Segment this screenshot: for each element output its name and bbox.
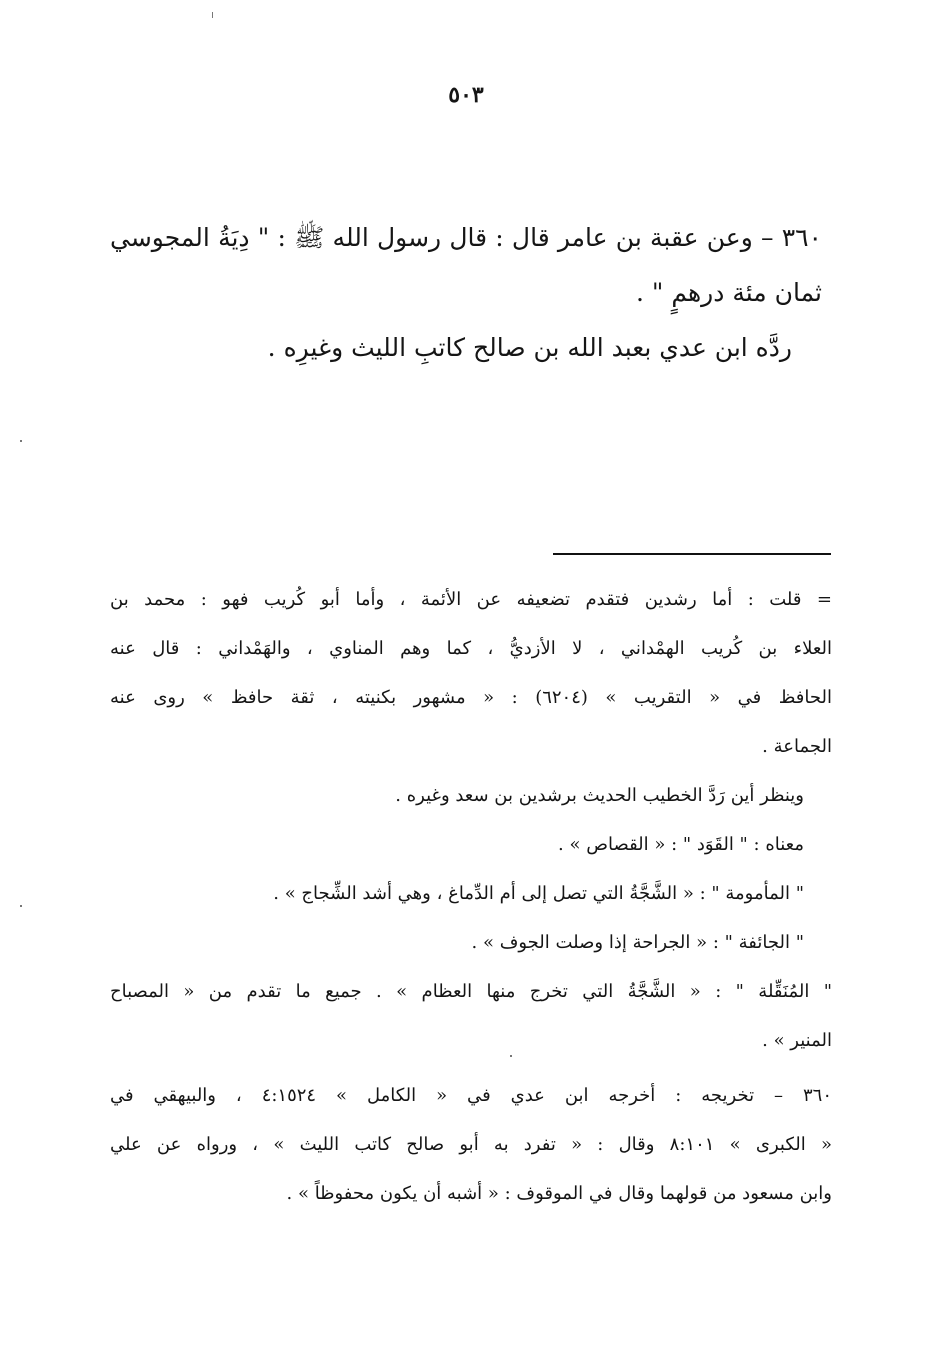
footnote-line-6: معناه : " القَوَد " : « القصاص » .	[558, 834, 804, 855]
footnote-line-2: العلاء بن كُريب الهمْداني ، لا الأزديُّ ، كما وهم المناوي ، والهَمْداني : قال عنه	[110, 638, 832, 659]
hadith-line-3: ردَّه ابن عدي بعبد الله بن صالح كاتبِ الليث وغيرِه .	[267, 333, 792, 362]
scan-speck	[510, 1055, 512, 1057]
footnotes	[110, 575, 832, 1218]
scan-speck	[20, 440, 22, 442]
scan-speck	[20, 905, 22, 907]
footnote-line-3: الحافظ في « التقريب » (٦٢٠٤) : « مشهور بكنيته ، ثقة حافظ » روى عنه	[110, 687, 832, 708]
footnote-line-10: المنير » .	[762, 1030, 832, 1051]
footnote-line-1: = قلت : أما رشدين فتقدم تضعيفه عن الأئمة ، وأما أبو كُريب فهو : محمد بن	[110, 589, 832, 610]
footnote-line-7: " المأمومة " : « الشَّجَّةُ التي تصل إلى أم الدِّماغ ، وهي أشد الشِّجاج » .	[273, 883, 804, 904]
scan-speck	[212, 12, 213, 18]
footnote-separator	[553, 553, 831, 555]
footnote-line-9: " المُنَقِّلة " : « الشَّجَّةُ التي تخرج منها العظام » . جميع ما تقدم من « المصباح	[110, 981, 832, 1002]
takhrij-line-2: « الكبرى » ٨:١٠١ وقال : « تفرد به أبو صالح كاتب الليث » ، ورواه عن علي	[110, 1134, 832, 1155]
main-text	[110, 210, 822, 375]
hadith-line-2: ثمان مئة درهمٍ " .	[636, 278, 822, 307]
hadith-line-1: ٣٦٠ – وعن عقبة بن عامر قال : قال رسول الله ﷺ : " دِيَةُ المجوسي	[110, 223, 822, 252]
footnote-line-8: " الجائفة " : « الجراحة إذا وصلت الجوف » .	[471, 932, 804, 953]
page-number: ٥٠٣	[448, 82, 484, 108]
footnote-line-4: الجماعة .	[762, 736, 832, 757]
footnote-line-5: وينظر أين رَدَّ الخطيب الحديث برشدين بن سعد وغيره .	[395, 785, 804, 806]
takhrij-line-1: ٣٦٠ – تخريجه : أخرجه ابن عدي في « الكامل » ٤:١٥٢٤ ، والبيهقي في	[110, 1085, 832, 1106]
takhrij-line-3: وابن مسعود من قولهما وقال في الموقوف : « أشبه أن يكون محفوظاً » .	[286, 1183, 832, 1204]
